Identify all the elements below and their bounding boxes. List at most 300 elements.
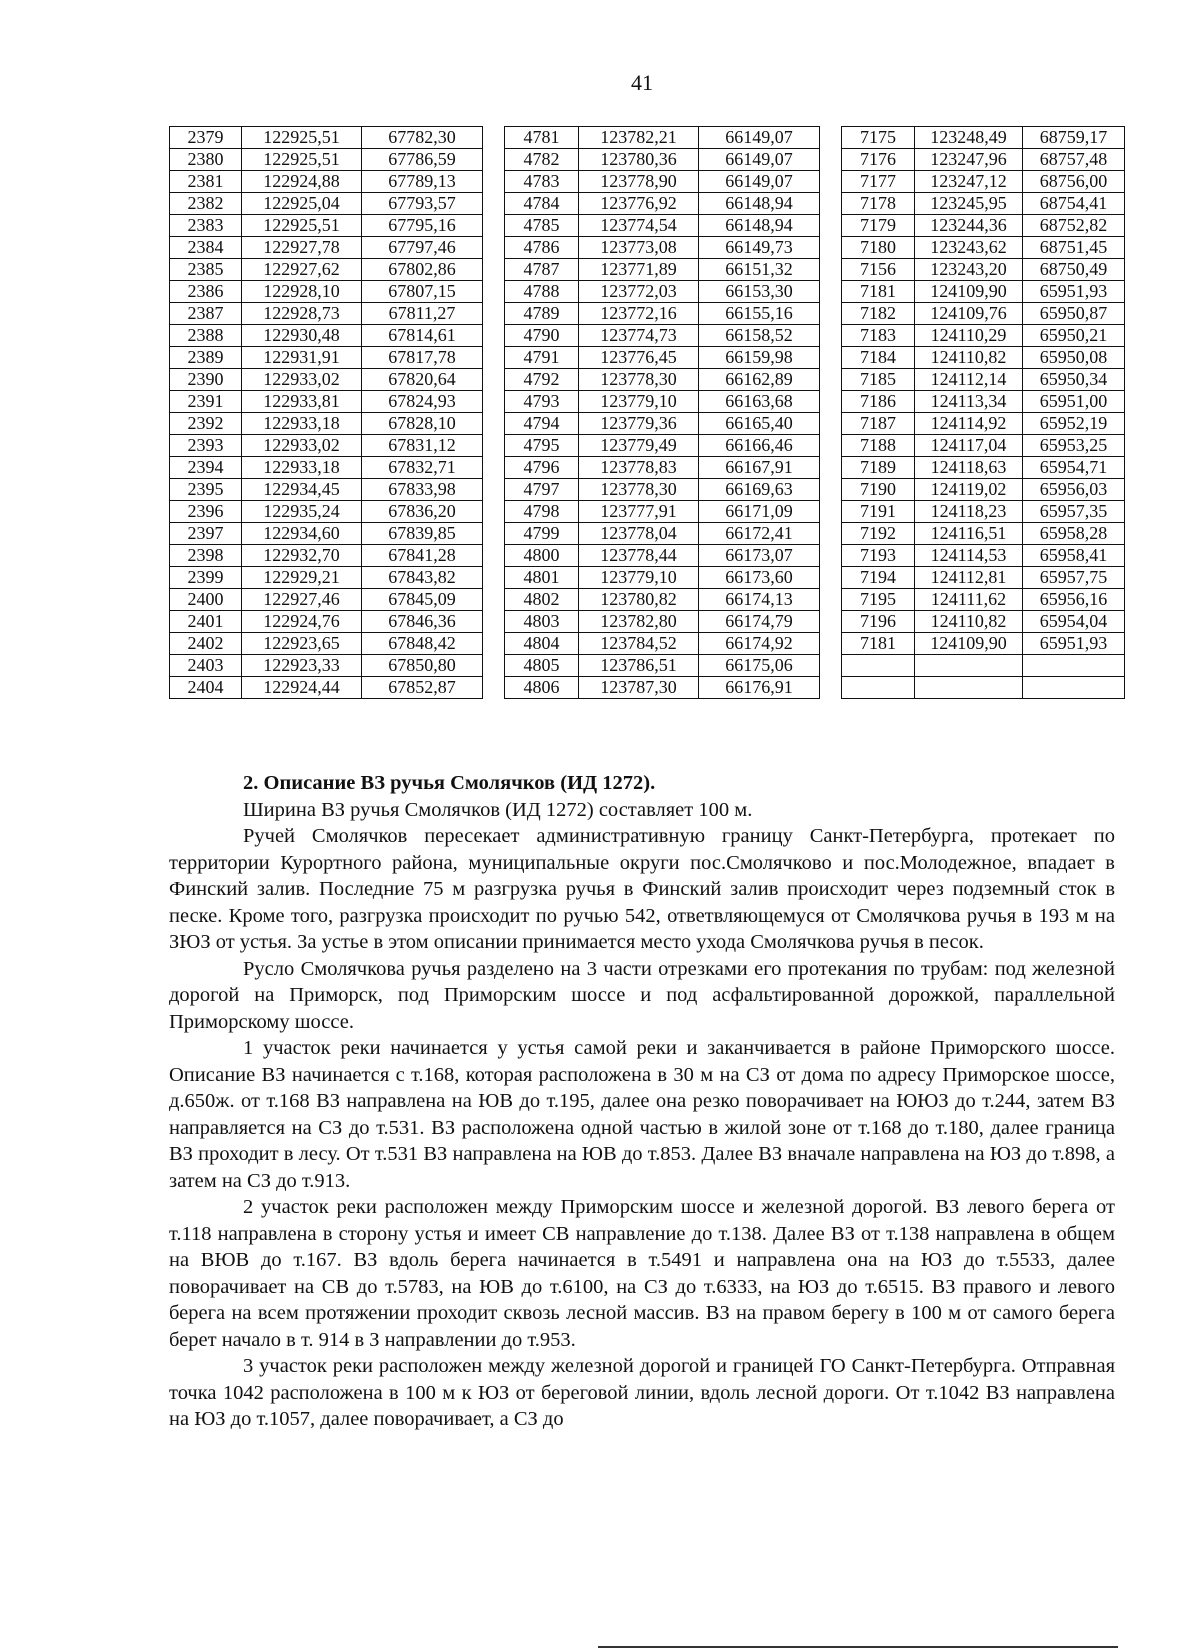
- table-row: [170, 237, 1125, 259]
- coordinates-table: [169, 126, 1125, 699]
- column-gap: [820, 281, 842, 303]
- table-cell: 2387: [170, 303, 242, 325]
- column-gap: [820, 347, 842, 369]
- table-cell: 4790: [505, 325, 579, 347]
- table-cell: 4806: [505, 677, 579, 699]
- table-row: [170, 281, 1125, 303]
- table-cell: 4786: [505, 237, 579, 259]
- table-cell: 7156: [842, 259, 915, 281]
- column-gap: [820, 545, 842, 567]
- column-gap: [820, 369, 842, 391]
- column-gap: [483, 369, 505, 391]
- table-cell: 65958,28: [1023, 523, 1125, 545]
- table-cell: 122923,65: [242, 633, 362, 655]
- paragraph: Ширина ВЗ ручья Смолячков (ИД 1272) составляет 100 м.: [243, 798, 753, 821]
- table-cell: 123784,52: [579, 633, 699, 655]
- table-cell: 4781: [505, 127, 579, 149]
- table-cell: 68751,45: [1023, 237, 1125, 259]
- table-cell: 122927,78: [242, 237, 362, 259]
- table-cell: 123776,92: [579, 193, 699, 215]
- table-cell: 123778,30: [579, 479, 699, 501]
- table-cell: 66163,68: [699, 391, 820, 413]
- table-cell: 7186: [842, 391, 915, 413]
- paragraph: 1 участок реки начинается у устья самой реки и заканчивается в районе Приморского шоссе. Описание ВЗ начинается с т.168, которая расположена в 30 м на СЗ от дома по адресу Приморское шоссе, д.650ж. от т.168 ВЗ направлена на ЮВ до т.195, далее она резко поворачивает на ЮЮЗ до т.244, затем ВЗ направляется на СЗ до т.531. ВЗ расположена одной частью в жилой зоне от т.168 до т.180, далее граница ВЗ проходит в лесу. От т.531 ВЗ направлена на ЮВ до т.853. Далее ВЗ вначале направлена на ЮЗ до т.898, а затем на СЗ до т.913.: [169, 1037, 1115, 1192]
- column-gap: [483, 193, 505, 215]
- column-gap: [483, 435, 505, 457]
- table-cell: 123779,10: [579, 567, 699, 589]
- paragraph: Русло Смолячкова ручья разделено на 3 части отрезками его протекания по трубам: под железной дорогой на Приморск, под Приморским шоссе и под асфальтированной дорожкой, параллельной Приморскому шоссе.: [169, 957, 1115, 1033]
- table-cell: 66148,94: [699, 193, 820, 215]
- table-cell: [842, 677, 915, 699]
- table-cell: 66162,89: [699, 369, 820, 391]
- table-row: [170, 677, 1125, 699]
- table-cell: 2394: [170, 457, 242, 479]
- table-cell: 123780,82: [579, 589, 699, 611]
- table-cell: 67850,80: [362, 655, 483, 677]
- column-gap: [483, 611, 505, 633]
- table-cell: 66159,98: [699, 347, 820, 369]
- table-cell: 67843,82: [362, 567, 483, 589]
- table-cell: 4798: [505, 501, 579, 523]
- table-cell: 7180: [842, 237, 915, 259]
- column-gap: [820, 479, 842, 501]
- table-cell: 67811,27: [362, 303, 483, 325]
- table-cell: 66175,06: [699, 655, 820, 677]
- table-cell: 65950,08: [1023, 347, 1125, 369]
- table-cell: 123247,96: [915, 149, 1023, 171]
- table-cell: 123776,45: [579, 347, 699, 369]
- table-cell: [915, 677, 1023, 699]
- table-row: [170, 215, 1125, 237]
- table-cell: 123243,20: [915, 259, 1023, 281]
- table-cell: 4784: [505, 193, 579, 215]
- table-cell: 124114,92: [915, 413, 1023, 435]
- table-cell: 2401: [170, 611, 242, 633]
- table-cell: 65952,19: [1023, 413, 1125, 435]
- table-row: [170, 545, 1125, 567]
- table-cell: 67828,10: [362, 413, 483, 435]
- table-cell: 4791: [505, 347, 579, 369]
- table-cell: 7179: [842, 215, 915, 237]
- table-cell: 2396: [170, 501, 242, 523]
- table-cell: 122925,51: [242, 215, 362, 237]
- table-cell: 124110,82: [915, 611, 1023, 633]
- table-cell: 65954,04: [1023, 611, 1125, 633]
- table-cell: 122933,02: [242, 435, 362, 457]
- table-cell: 67841,28: [362, 545, 483, 567]
- column-gap: [820, 391, 842, 413]
- table-cell: 124110,82: [915, 347, 1023, 369]
- column-gap: [820, 149, 842, 171]
- table-cell: 67789,13: [362, 171, 483, 193]
- table-cell: 67848,42: [362, 633, 483, 655]
- table-cell: 66155,16: [699, 303, 820, 325]
- table-cell: 65951,00: [1023, 391, 1125, 413]
- table-cell: 65951,93: [1023, 633, 1125, 655]
- table-cell: 2402: [170, 633, 242, 655]
- table-cell: 2385: [170, 259, 242, 281]
- table-cell: 4800: [505, 545, 579, 567]
- column-gap: [483, 303, 505, 325]
- table-cell: 123247,12: [915, 171, 1023, 193]
- column-gap: [820, 413, 842, 435]
- column-gap: [483, 655, 505, 677]
- table-row: [170, 303, 1125, 325]
- table-cell: 123777,91: [579, 501, 699, 523]
- table-cell: 123774,54: [579, 215, 699, 237]
- table-cell: 66169,63: [699, 479, 820, 501]
- table-cell: 67795,16: [362, 215, 483, 237]
- table-cell: 66149,07: [699, 127, 820, 149]
- table-cell: 123779,36: [579, 413, 699, 435]
- table-cell: 122934,45: [242, 479, 362, 501]
- table-cell: 2386: [170, 281, 242, 303]
- table-row: [170, 325, 1125, 347]
- table-cell: 66149,73: [699, 237, 820, 259]
- column-gap: [483, 457, 505, 479]
- table-cell: 123248,49: [915, 127, 1023, 149]
- column-gap: [483, 589, 505, 611]
- table-cell: 67824,93: [362, 391, 483, 413]
- table-cell: 2380: [170, 149, 242, 171]
- table-cell: 67820,64: [362, 369, 483, 391]
- table-cell: 7194: [842, 567, 915, 589]
- table-cell: 67846,36: [362, 611, 483, 633]
- table-cell: 4804: [505, 633, 579, 655]
- column-gap: [820, 171, 842, 193]
- table-cell: 67833,98: [362, 479, 483, 501]
- column-gap: [820, 611, 842, 633]
- table-cell: 66166,46: [699, 435, 820, 457]
- table-cell: 122929,21: [242, 567, 362, 589]
- column-gap: [483, 325, 505, 347]
- table-cell: 67797,46: [362, 237, 483, 259]
- table-cell: 65958,41: [1023, 545, 1125, 567]
- column-gap: [483, 391, 505, 413]
- table-cell: 67786,59: [362, 149, 483, 171]
- table-cell: [1023, 655, 1125, 677]
- table-cell: 122925,51: [242, 149, 362, 171]
- column-gap: [483, 237, 505, 259]
- table-cell: 66167,91: [699, 457, 820, 479]
- table-cell: 124111,62: [915, 589, 1023, 611]
- table-cell: 123772,03: [579, 281, 699, 303]
- table-cell: 2381: [170, 171, 242, 193]
- column-gap: [820, 677, 842, 699]
- table-row: [170, 127, 1125, 149]
- table-row: [170, 611, 1125, 633]
- table-cell: 123779,49: [579, 435, 699, 457]
- table-cell: 65950,87: [1023, 303, 1125, 325]
- table-cell: 67831,12: [362, 435, 483, 457]
- table-cell: 122928,10: [242, 281, 362, 303]
- table-cell: [842, 655, 915, 677]
- table-row: [170, 479, 1125, 501]
- table-cell: 4801: [505, 567, 579, 589]
- column-gap: [820, 633, 842, 655]
- column-gap: [483, 127, 505, 149]
- paragraph: 3 участок реки расположен между железной дорогой и границей ГО Санкт-Петербурга. Отправная точка 1042 расположена в 100 м к ЮЗ от береговой линии, вдоль лесной дороги. От т.1042 ВЗ направлена на ЮЗ до т.1057, далее поворачивает, а СЗ до: [169, 1355, 1115, 1430]
- table-cell: 7181: [842, 281, 915, 303]
- table-cell: 124109,90: [915, 633, 1023, 655]
- column-gap: [483, 347, 505, 369]
- table-row: [170, 347, 1125, 369]
- column-gap: [820, 589, 842, 611]
- table-cell: 123778,44: [579, 545, 699, 567]
- table-cell: 68752,82: [1023, 215, 1125, 237]
- section-heading: 2. Описание ВЗ ручья Смолячков (ИД 1272).: [243, 772, 656, 794]
- table-cell: 68754,41: [1023, 193, 1125, 215]
- table-cell: 124109,76: [915, 303, 1023, 325]
- table-cell: 2388: [170, 325, 242, 347]
- column-gap: [483, 501, 505, 523]
- table-cell: 123782,21: [579, 127, 699, 149]
- table-cell: 123772,16: [579, 303, 699, 325]
- column-gap: [820, 215, 842, 237]
- table-cell: 66174,79: [699, 611, 820, 633]
- column-gap: [820, 435, 842, 457]
- table-cell: 65957,35: [1023, 501, 1125, 523]
- table-cell: 66176,91: [699, 677, 820, 699]
- table-cell: 123778,90: [579, 171, 699, 193]
- column-gap: [820, 523, 842, 545]
- table-cell: 2399: [170, 567, 242, 589]
- column-gap: [820, 303, 842, 325]
- paragraph: 2 участок реки расположен между Приморским шоссе и железной дорогой. ВЗ левого берега от т.118 направлена в сторону устья и имеет СВ направление до т.138. Далее ВЗ от т.138 направлена в общем на ВЮВ до т.167. ВЗ вдоль берега начинается в т.5491 и направлена она на ЮЗ до т.5533, далее поворачивает на СВ до т.5783, на ЮВ до т.6100, на СЗ до т.6333, на ЮЗ до т.6515. ВЗ правого и левого берега на всем протяжении проходит сквозь лесной массив. ВЗ на правом берегу в 100 м от самого берега берет начало в т. 914 в З направлении до т.953.: [169, 1196, 1115, 1351]
- table-cell: 122932,70: [242, 545, 362, 567]
- table-cell: 122933,18: [242, 457, 362, 479]
- table-cell: 67845,09: [362, 589, 483, 611]
- table-cell: 67817,78: [362, 347, 483, 369]
- table-cell: 124114,53: [915, 545, 1023, 567]
- table-cell: 4802: [505, 589, 579, 611]
- column-gap: [820, 193, 842, 215]
- column-gap: [483, 259, 505, 281]
- column-gap: [483, 215, 505, 237]
- column-gap: [820, 259, 842, 281]
- table-cell: 65950,21: [1023, 325, 1125, 347]
- table-row: [170, 655, 1125, 677]
- table-cell: 68750,49: [1023, 259, 1125, 281]
- table-cell: 123244,36: [915, 215, 1023, 237]
- table-cell: 124117,04: [915, 435, 1023, 457]
- table-cell: 66151,32: [699, 259, 820, 281]
- table-cell: 122924,88: [242, 171, 362, 193]
- table-cell: 7185: [842, 369, 915, 391]
- table-cell: 123779,10: [579, 391, 699, 413]
- table-row: [170, 369, 1125, 391]
- table-cell: 66149,07: [699, 149, 820, 171]
- table-cell: 124118,63: [915, 457, 1023, 479]
- table-cell: 68756,00: [1023, 171, 1125, 193]
- table-cell: 66153,30: [699, 281, 820, 303]
- table-cell: 123787,30: [579, 677, 699, 699]
- table-cell: 122927,46: [242, 589, 362, 611]
- table-cell: 4788: [505, 281, 579, 303]
- table-cell: 123774,73: [579, 325, 699, 347]
- table-cell: 123771,89: [579, 259, 699, 281]
- table-row: [170, 259, 1125, 281]
- table-cell: 2389: [170, 347, 242, 369]
- paragraph: Ручей Смолячков пересекает административную границу Санкт-Петербурга, протекает по территории Курортного района, муниципальные округи пос.Смолячково и пос.Молодежное, впадает в Финский залив. Последние 75 м разгрузка ручья в Финский залив происходит через подземный сток в песке. Кроме того, разгрузка происходит по ручью 542, ответвляющемуся от Смолячкова ручья в 193 м на ЗЮЗ от устья. За устье в этом описании принимается место ухода Смолячкова ручья в песок.: [169, 825, 1115, 953]
- table-cell: 66174,13: [699, 589, 820, 611]
- table-cell: 67836,20: [362, 501, 483, 523]
- table-cell: 2398: [170, 545, 242, 567]
- table-cell: 4782: [505, 149, 579, 171]
- table-cell: 124112,81: [915, 567, 1023, 589]
- table-cell: 67832,71: [362, 457, 483, 479]
- table-cell: 123243,62: [915, 237, 1023, 259]
- table-cell: 2382: [170, 193, 242, 215]
- column-gap: [820, 325, 842, 347]
- table-cell: 123786,51: [579, 655, 699, 677]
- table-cell: 7187: [842, 413, 915, 435]
- table-cell: 4805: [505, 655, 579, 677]
- table-row: [170, 523, 1125, 545]
- table-cell: 123778,04: [579, 523, 699, 545]
- table-cell: 68759,17: [1023, 127, 1125, 149]
- page-bottom-rule: [598, 1646, 1118, 1648]
- table-cell: 67814,61: [362, 325, 483, 347]
- table-cell: 123780,36: [579, 149, 699, 171]
- table-cell: 2400: [170, 589, 242, 611]
- table-row: [170, 435, 1125, 457]
- table-cell: 2404: [170, 677, 242, 699]
- table-cell: 122924,44: [242, 677, 362, 699]
- table-cell: 4792: [505, 369, 579, 391]
- table-cell: 4785: [505, 215, 579, 237]
- table-cell: 122928,73: [242, 303, 362, 325]
- table-cell: 4796: [505, 457, 579, 479]
- table-row: [170, 413, 1125, 435]
- table-cell: 2393: [170, 435, 242, 457]
- table-cell: 7175: [842, 127, 915, 149]
- table-cell: 66173,07: [699, 545, 820, 567]
- table-cell: 7177: [842, 171, 915, 193]
- table-cell: [915, 655, 1023, 677]
- table-cell: 2397: [170, 523, 242, 545]
- table-cell: 66148,94: [699, 215, 820, 237]
- table-cell: 7183: [842, 325, 915, 347]
- table-cell: 123782,80: [579, 611, 699, 633]
- column-gap: [820, 457, 842, 479]
- table-row: [170, 171, 1125, 193]
- table-cell: 66158,52: [699, 325, 820, 347]
- table-cell: 65956,03: [1023, 479, 1125, 501]
- table-cell: 4799: [505, 523, 579, 545]
- table-cell: 122930,48: [242, 325, 362, 347]
- table-cell: 124113,34: [915, 391, 1023, 413]
- table-cell: 68757,48: [1023, 149, 1125, 171]
- table-cell: 7189: [842, 457, 915, 479]
- table-cell: 124112,14: [915, 369, 1023, 391]
- table-cell: 7195: [842, 589, 915, 611]
- table-cell: 124118,23: [915, 501, 1023, 523]
- table-cell: 4803: [505, 611, 579, 633]
- table-cell: 2379: [170, 127, 242, 149]
- table-cell: 122925,51: [242, 127, 362, 149]
- table-cell: 7193: [842, 545, 915, 567]
- table-cell: 122935,24: [242, 501, 362, 523]
- table-cell: 122927,62: [242, 259, 362, 281]
- table-cell: 2403: [170, 655, 242, 677]
- table-cell: 122934,60: [242, 523, 362, 545]
- table-cell: 2384: [170, 237, 242, 259]
- table-cell: 7184: [842, 347, 915, 369]
- table-cell: 124109,90: [915, 281, 1023, 303]
- table-cell: 2390: [170, 369, 242, 391]
- table-cell: 122924,76: [242, 611, 362, 633]
- table-cell: 67782,30: [362, 127, 483, 149]
- table-cell: 122925,04: [242, 193, 362, 215]
- table-cell: 7178: [842, 193, 915, 215]
- table-cell: 66149,07: [699, 171, 820, 193]
- table-cell: 122933,02: [242, 369, 362, 391]
- table-cell: 123778,30: [579, 369, 699, 391]
- page-number: 41: [631, 70, 653, 95]
- table-cell: 2383: [170, 215, 242, 237]
- column-gap: [483, 523, 505, 545]
- table-cell: 67807,15: [362, 281, 483, 303]
- table-cell: 123778,83: [579, 457, 699, 479]
- table-cell: 7182: [842, 303, 915, 325]
- table-row: [170, 589, 1125, 611]
- table-cell: 124119,02: [915, 479, 1023, 501]
- column-gap: [483, 567, 505, 589]
- table-cell: 65950,34: [1023, 369, 1125, 391]
- table-cell: 67793,57: [362, 193, 483, 215]
- table-cell: 4789: [505, 303, 579, 325]
- column-gap: [483, 545, 505, 567]
- column-gap: [483, 633, 505, 655]
- column-gap: [820, 655, 842, 677]
- table-cell: 124116,51: [915, 523, 1023, 545]
- table-cell: 67802,86: [362, 259, 483, 281]
- table-cell: 2392: [170, 413, 242, 435]
- coordinates-table-body: [170, 127, 1125, 699]
- table-cell: 66171,09: [699, 501, 820, 523]
- table-row: [170, 501, 1125, 523]
- table-cell: [1023, 677, 1125, 699]
- table-row: [170, 391, 1125, 413]
- column-gap: [483, 479, 505, 501]
- table-cell: 4793: [505, 391, 579, 413]
- table-cell: 122923,33: [242, 655, 362, 677]
- table-row: [170, 457, 1125, 479]
- table-row: [170, 633, 1125, 655]
- table-cell: 65953,25: [1023, 435, 1125, 457]
- table-cell: 66172,41: [699, 523, 820, 545]
- table-cell: 124110,29: [915, 325, 1023, 347]
- table-cell: 122931,91: [242, 347, 362, 369]
- column-gap: [483, 171, 505, 193]
- table-cell: 7190: [842, 479, 915, 501]
- table-cell: 4795: [505, 435, 579, 457]
- column-gap: [820, 237, 842, 259]
- table-cell: 65956,16: [1023, 589, 1125, 611]
- table-cell: 7192: [842, 523, 915, 545]
- table-cell: 7176: [842, 149, 915, 171]
- table-cell: 67839,85: [362, 523, 483, 545]
- table-cell: 67852,87: [362, 677, 483, 699]
- table-cell: 2395: [170, 479, 242, 501]
- table-cell: 4794: [505, 413, 579, 435]
- column-gap: [483, 149, 505, 171]
- table-row: [170, 193, 1125, 215]
- table-cell: 2391: [170, 391, 242, 413]
- table-cell: 65951,93: [1023, 281, 1125, 303]
- column-gap: [820, 501, 842, 523]
